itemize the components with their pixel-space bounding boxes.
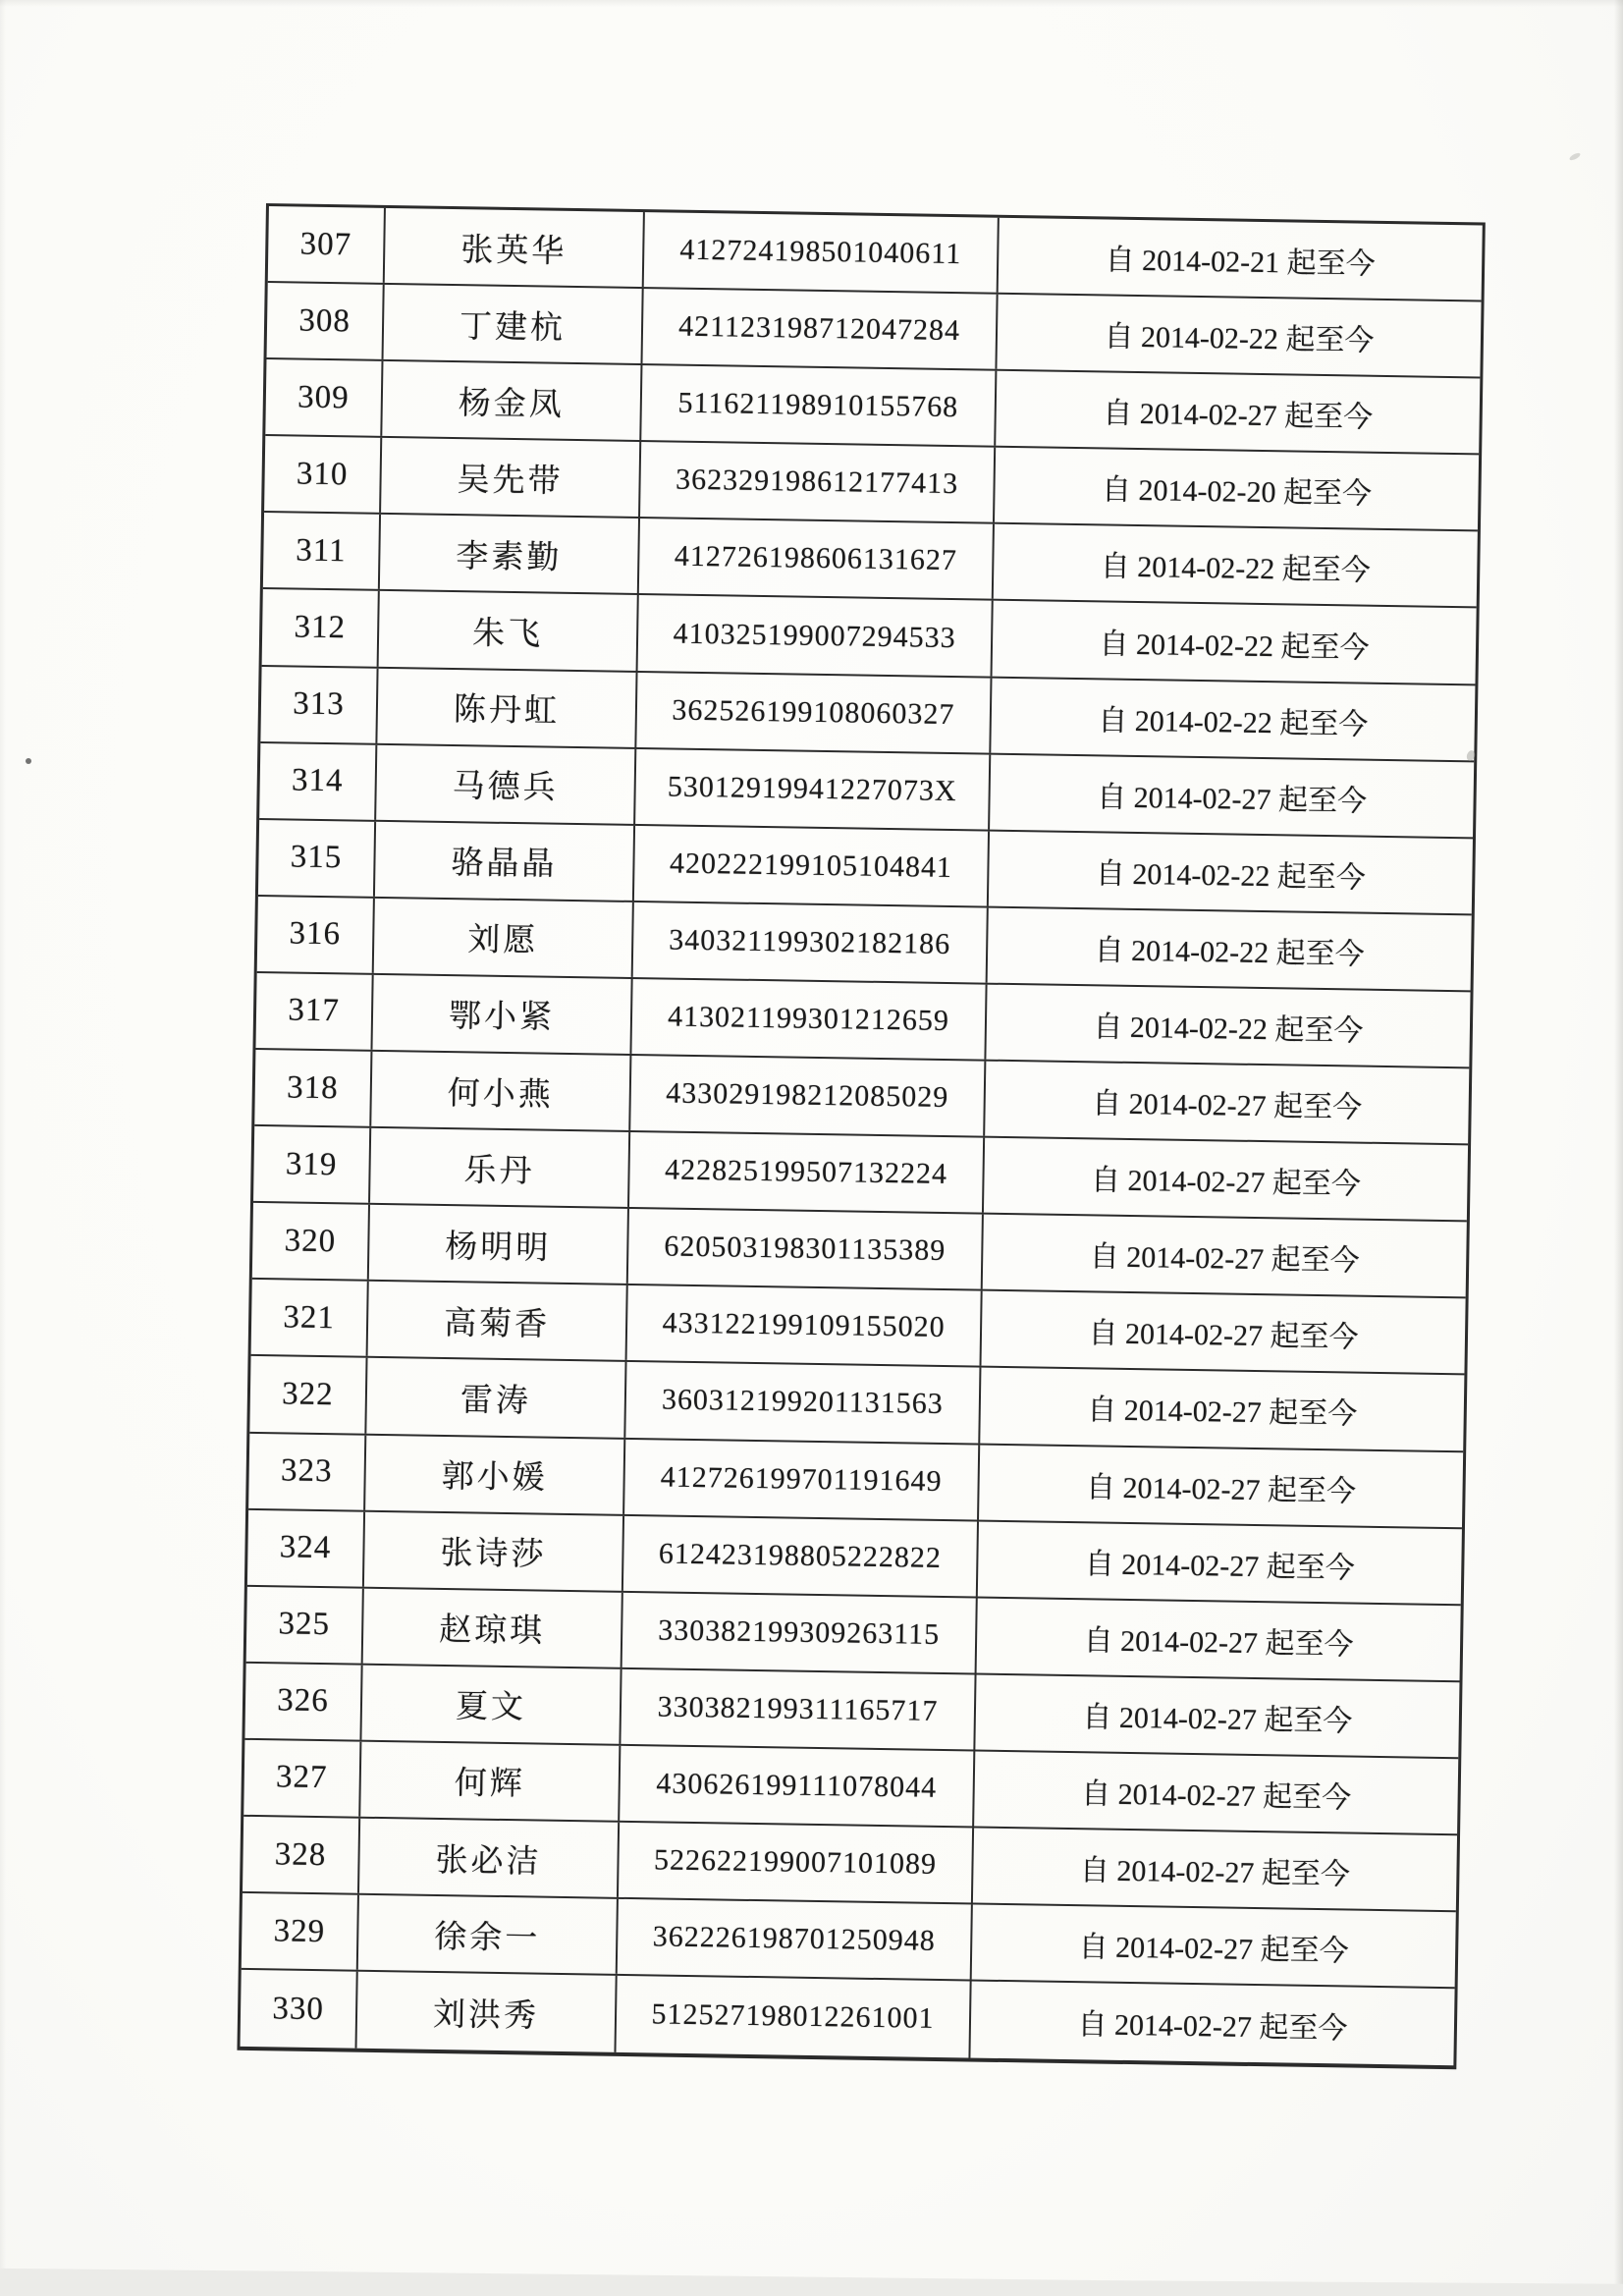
cell-name: 郭小媛 <box>365 1435 625 1513</box>
cell-period: 自 2014-02-22 起至今 <box>1104 320 1375 357</box>
cell-id: 422825199507132224 <box>629 1132 985 1213</box>
cell-name: 朱飞 <box>379 591 639 670</box>
cell-period: 自 2014-02-22 起至今 <box>1099 627 1370 665</box>
cell-id: 330382199309263115 <box>622 1593 978 1673</box>
cell-no: 317 <box>255 973 373 1050</box>
scan-speck <box>26 758 31 764</box>
cell-id: 430626199111078044 <box>620 1746 975 1827</box>
cell-no: 323 <box>248 1433 366 1509</box>
cell-no: 320 <box>252 1203 370 1280</box>
cell-period: 自 2014-02-22 起至今 <box>1093 1011 1364 1048</box>
cell-no: 325 <box>246 1587 364 1664</box>
cell-period: 自 2014-02-27 起至今 <box>1080 1777 1352 1815</box>
cell-period: 自 2014-02-21 起至今 <box>1105 244 1376 281</box>
cell-period: 自 2014-02-22 起至今 <box>1100 550 1371 588</box>
cell-no: 314 <box>259 743 377 820</box>
cell-name: 高菊香 <box>368 1282 628 1360</box>
cell-name: 吴先带 <box>381 438 641 517</box>
cell-name: 陈丹虹 <box>377 668 637 746</box>
cell-id: 612423198805222822 <box>623 1515 979 1596</box>
cell-name: 杨明明 <box>369 1205 629 1284</box>
cell-period: 自 2014-02-20 起至今 <box>1101 473 1373 512</box>
scan-speck <box>1569 151 1582 161</box>
cell-id: 433029198212085029 <box>630 1056 986 1136</box>
cell-period: 自 2014-02-22 起至今 <box>1094 934 1365 971</box>
cell-name: 马德兵 <box>376 745 636 824</box>
registry-table <box>237 203 1485 2070</box>
cell-no: 326 <box>244 1664 362 1740</box>
cell-no: 324 <box>247 1509 365 1586</box>
cell-id: 512527198012261001 <box>616 1976 971 2058</box>
cell-no: 309 <box>265 359 383 436</box>
cell-no: 328 <box>243 1817 360 1893</box>
cell-id: 620503198301135389 <box>628 1209 984 1289</box>
cell-period: 自 2014-02-27 起至今 <box>1088 1317 1359 1354</box>
cell-no: 318 <box>254 1050 372 1126</box>
cell-no: 310 <box>264 436 382 513</box>
cell-no: 322 <box>249 1356 367 1433</box>
cell-id: 421123198712047284 <box>642 289 998 369</box>
scan-shadow-band <box>0 2261 1623 2296</box>
cell-period: 自 2014-02-27 起至今 <box>1087 1394 1358 1432</box>
cell-period: 自 2014-02-27 起至今 <box>1090 1164 1362 1201</box>
cell-name: 刘愿 <box>374 899 634 977</box>
cell-period: 自 2014-02-27 起至今 <box>1096 781 1368 818</box>
cell-id: 362226198701250948 <box>618 1899 973 1980</box>
cell-name: 张必洁 <box>359 1819 620 1897</box>
scan-edge-top <box>0 0 1623 7</box>
cell-name: 徐余一 <box>358 1895 619 1974</box>
cell-name: 张诗莎 <box>364 1511 624 1590</box>
cell-id: 413021199301212659 <box>631 979 987 1060</box>
cell-period: 自 2014-02-27 起至今 <box>1082 1701 1353 1738</box>
cell-id: 412726199701191649 <box>624 1439 980 1519</box>
cell-period: 自 2014-02-27 起至今 <box>1085 1470 1357 1508</box>
cell-name: 何辉 <box>360 1742 621 1821</box>
cell-no: 319 <box>253 1126 371 1203</box>
cell-id: 330382199311165717 <box>621 1669 976 1750</box>
cell-id: 360312199201131563 <box>625 1362 981 1443</box>
scan-edge-right <box>1614 0 1623 2296</box>
cell-name: 赵琼琪 <box>363 1588 623 1667</box>
cell-name: 夏文 <box>361 1666 622 1744</box>
cell-id: 522622199007101089 <box>619 1823 974 1903</box>
cell-no: 330 <box>241 1970 358 2049</box>
cell-period: 自 2014-02-27 起至今 <box>1078 1931 1349 1968</box>
cell-name: 何小燕 <box>371 1052 631 1130</box>
cell-no: 307 <box>268 206 386 283</box>
cell-id: 433122199109155020 <box>627 1285 983 1366</box>
cell-period: 自 2014-02-22 起至今 <box>1098 703 1369 741</box>
cell-no: 327 <box>243 1740 361 1817</box>
scan-edge-left <box>0 0 6 2296</box>
cell-id: 420222199105104841 <box>634 826 990 906</box>
cell-period: 自 2014-02-27 起至今 <box>1079 1854 1351 1891</box>
cell-name: 丁建杭 <box>384 285 644 363</box>
cell-name: 雷涛 <box>366 1358 626 1437</box>
cell-no: 308 <box>267 283 385 359</box>
cell-name: 鄂小紧 <box>372 975 632 1054</box>
cell-name: 杨金凤 <box>382 361 642 440</box>
cell-period: 自 2014-02-27 起至今 <box>1077 2008 1348 2046</box>
cell-name: 乐丹 <box>370 1128 630 1207</box>
cell-no: 312 <box>262 589 380 666</box>
cell-id: 410325199007294533 <box>638 595 994 676</box>
cell-period: 自 2014-02-22 起至今 <box>1095 857 1367 895</box>
cell-period: 自 2014-02-27 起至今 <box>1102 397 1374 434</box>
cell-period: 自 2014-02-27 起至今 <box>1089 1240 1360 1278</box>
cell-name: 李素勤 <box>380 515 640 593</box>
cell-no: 315 <box>258 820 376 897</box>
cell-name: 骆晶晶 <box>375 822 635 901</box>
cell-no: 316 <box>257 897 375 973</box>
cell-no: 313 <box>260 667 378 743</box>
cell-no: 329 <box>242 1893 359 1970</box>
cell-id: 362526199108060327 <box>636 673 992 753</box>
cell-period: 自 2014-02-27 起至今 <box>1091 1087 1363 1124</box>
cell-id: 53012919941227073X <box>635 749 991 830</box>
cell-name: 刘洪秀 <box>356 1972 617 2052</box>
cell-no: 311 <box>263 513 381 589</box>
cell-id: 362329198612177413 <box>640 442 996 522</box>
cell-id: 511621198910155768 <box>641 365 997 446</box>
cell-name: 张英华 <box>385 208 645 287</box>
cell-period: 自 2014-02-27 起至今 <box>1084 1547 1356 1585</box>
cell-id: 412724198501040611 <box>644 212 1000 293</box>
cell-id: 412726198606131627 <box>639 519 995 599</box>
cell-id: 340321199302182186 <box>633 902 989 983</box>
cell-period: 自 2014-02-27 起至今 <box>1083 1623 1354 1662</box>
cell-no: 321 <box>251 1280 369 1356</box>
